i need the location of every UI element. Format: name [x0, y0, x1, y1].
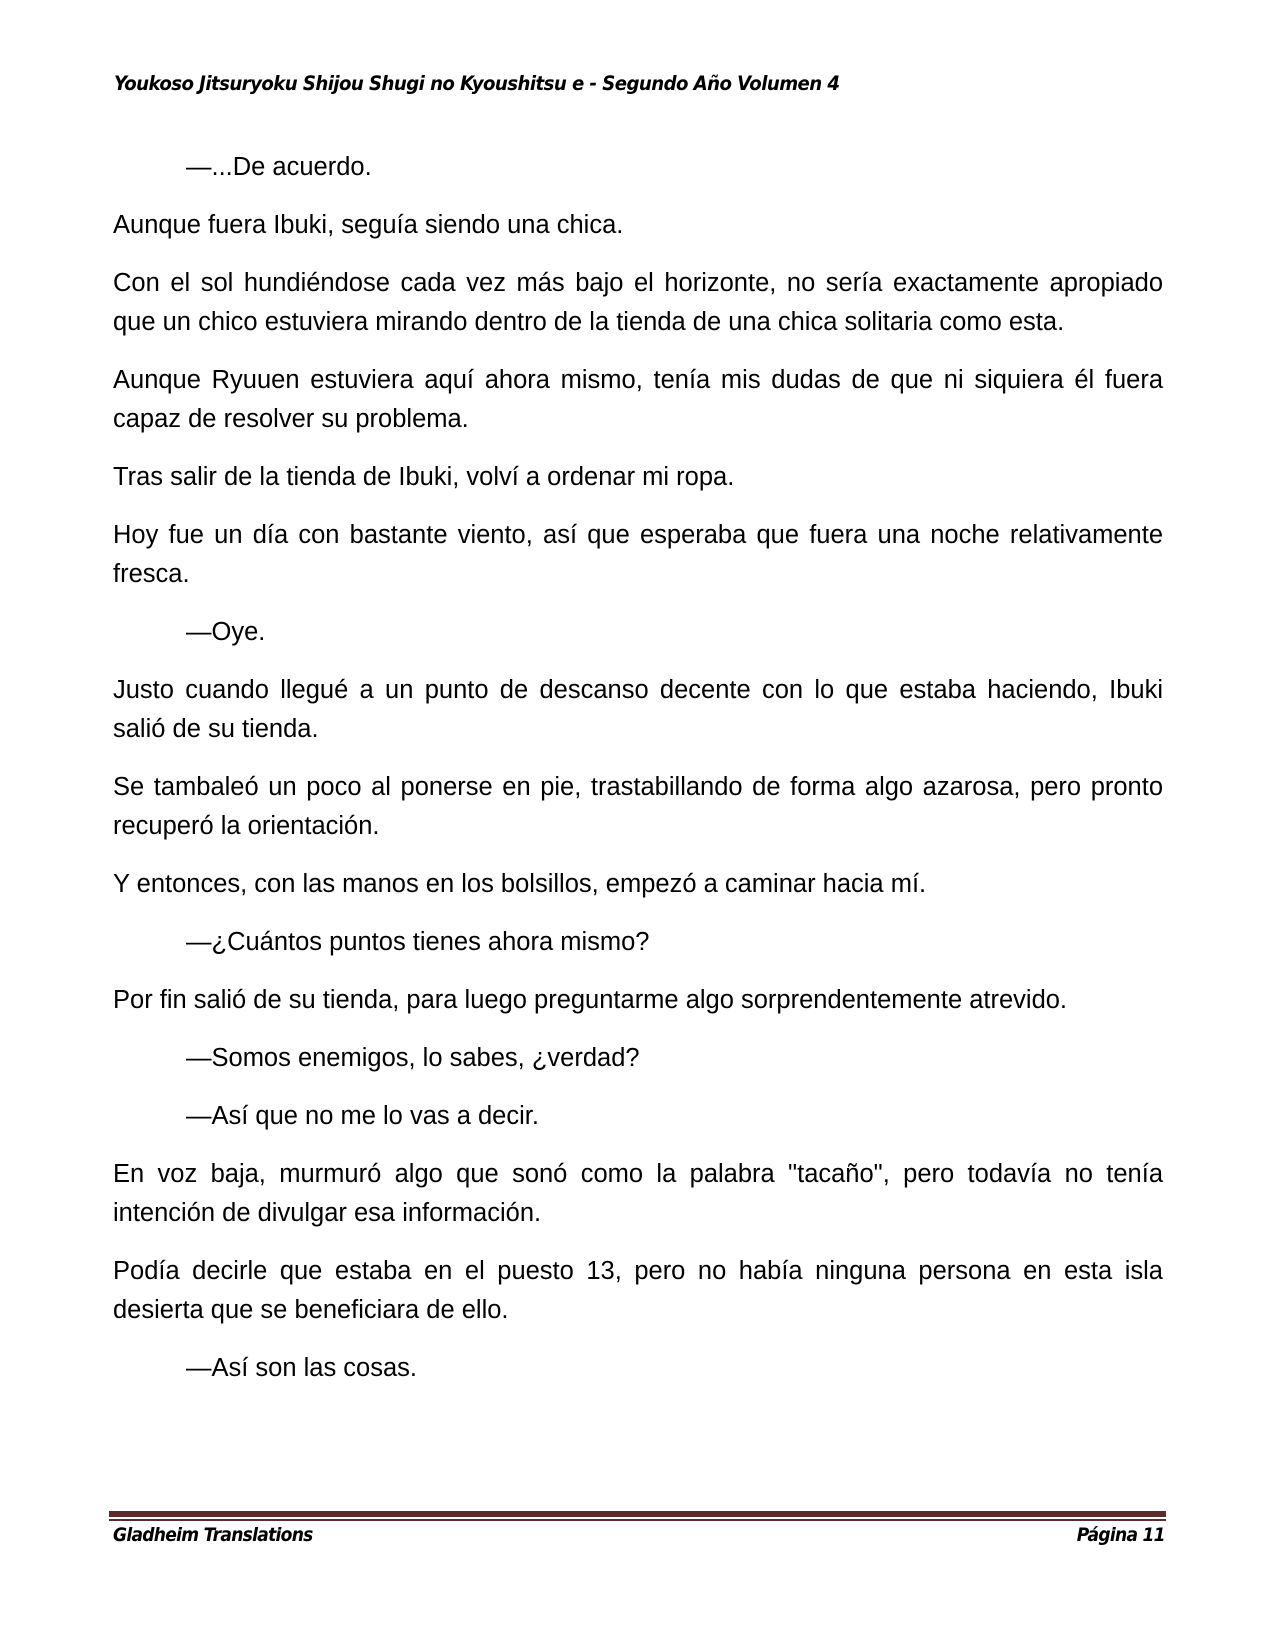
- running-header: Youkoso Jitsuryoku Shijou Shugi no Kyoushitsu e - Segundo Año Volumen 4: [114, 72, 840, 95]
- paragraph: Aunque Ryuuen estuviera aquí ahora mismo, tenía mis dudas de que ni siquiera él fuera capaz de resolver su problema.: [113, 366, 1163, 433]
- footer-rule-thick: [109, 1511, 1166, 1517]
- footer-credit: Gladheim Translations: [113, 1524, 313, 1546]
- paragraph: Tras salir de la tienda de Ibuki, volví a ordenar mi ropa.: [113, 463, 735, 491]
- paragraph: Justo cuando llegué a un punto de descanso decente con lo que estaba haciendo, Ibuki salió de su tienda.: [113, 676, 1163, 743]
- dialogue-line: —Oye.: [186, 618, 266, 646]
- paragraph: Y entonces, con las manos en los bolsillos, empezó a caminar hacia mí.: [113, 870, 927, 898]
- page-number: Página 11: [1076, 1524, 1165, 1546]
- dialogue-line: —Así son las cosas.: [186, 1354, 418, 1382]
- dialogue-line: —¿Cuántos puntos tienes ahora mismo?: [186, 928, 650, 956]
- footer-rule-thin: [109, 1519, 1166, 1521]
- paragraph: Hoy fue un día con bastante viento, así que esperaba que fuera una noche relativamente fresca.: [113, 521, 1163, 588]
- dialogue-line: —Así que no me lo vas a decir.: [186, 1102, 539, 1130]
- paragraph: Podía decirle que estaba en el puesto 13, pero no había ninguna persona en esta isla desierta que se beneficiara de ello.: [113, 1257, 1163, 1324]
- paragraph: Se tambaleó un poco al ponerse en pie, trastabillando de forma algo azarosa, pero pronto recuperó la orientación.: [113, 773, 1163, 840]
- paragraph: En voz baja, murmuró algo que sonó como la palabra "tacaño", pero todavía no tenía intención de divulgar esa información.: [113, 1160, 1163, 1227]
- paragraph: Por fin salió de su tienda, para luego preguntarme algo sorprendentemente atrevido.: [113, 986, 1068, 1014]
- paragraph: Aunque fuera Ibuki, seguía siendo una chica.: [113, 211, 624, 239]
- page-body: [113, 148, 1163, 1407]
- paragraph: Con el sol hundiéndose cada vez más bajo el horizonte, no sería exactamente apropiado que un chico estuviera mirando dentro de la tienda de una chica solitaria como esta.: [113, 269, 1163, 336]
- dialogue-line: —Somos enemigos, lo sabes, ¿verdad?: [186, 1044, 640, 1072]
- dialogue-line: —...De acuerdo.: [186, 153, 372, 181]
